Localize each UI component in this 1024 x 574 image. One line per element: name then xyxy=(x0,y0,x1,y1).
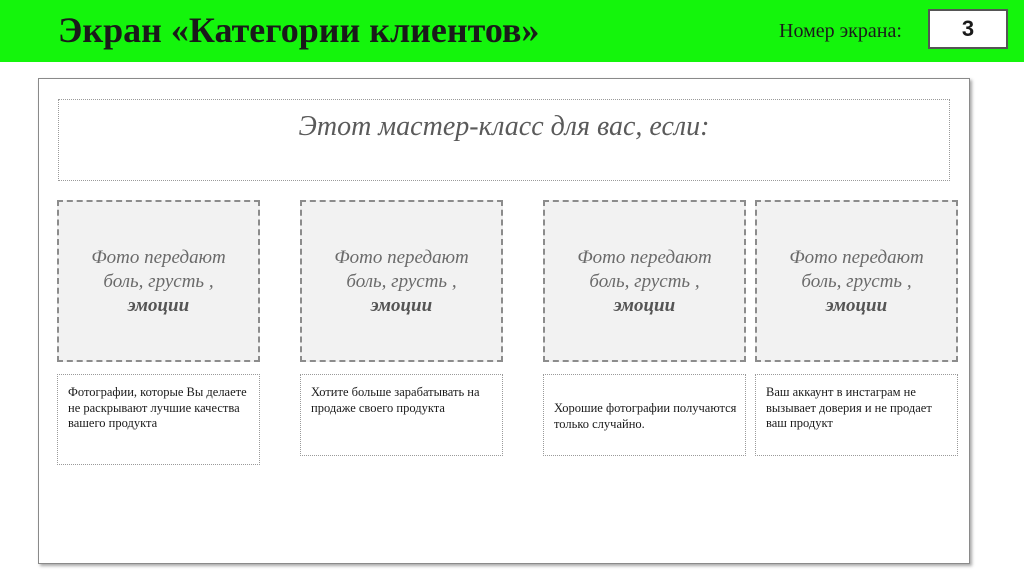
photo-caption-line: Фото передают xyxy=(91,247,226,268)
description-box-2 xyxy=(300,374,503,456)
photo-placeholder-2 xyxy=(300,200,503,362)
screen-number-badge: 3 xyxy=(928,9,1008,49)
intro-heading: Этот мастер-класс для вас, если: xyxy=(298,111,710,142)
photo-caption-line: боль, грусть , xyxy=(801,271,912,292)
description-text: Ваш аккаунт в инстаграм не вызывает доверия и не продает ваш продукт xyxy=(766,385,932,430)
page-title: Экран «Категории клиентов» xyxy=(58,10,540,50)
intro-box xyxy=(58,99,950,181)
photo-placeholder-1 xyxy=(57,200,260,362)
photo-placeholder-3 xyxy=(543,200,746,362)
description-box-1 xyxy=(57,374,260,465)
description-box-4 xyxy=(755,374,958,456)
photo-caption-line: боль, грусть , xyxy=(346,271,457,292)
photo-caption-line: Фото передают xyxy=(334,247,469,268)
photo-caption-emphasis: эмоции xyxy=(370,295,433,316)
description-text: Хотите больше зарабатывать на продаже своего продукта xyxy=(311,385,480,415)
header-bar xyxy=(0,0,1024,62)
description-text: Хорошие фотографии получаются только случайно. xyxy=(554,401,737,431)
photo-placeholder-4 xyxy=(755,200,958,362)
screen-number-label: Номер экрана: xyxy=(779,20,902,42)
photo-caption-line: Фото передают xyxy=(789,247,924,268)
photo-caption-line: боль, грусть , xyxy=(589,271,700,292)
photo-caption-emphasis: эмоции xyxy=(127,295,190,316)
description-text: Фотографии, которые Вы делаете не раскрывают лучшие качества вашего продукта xyxy=(68,385,247,430)
photo-caption-emphasis: эмоции xyxy=(825,295,888,316)
description-box-3 xyxy=(543,374,746,456)
photo-caption-line: боль, грусть , xyxy=(103,271,214,292)
photo-caption-emphasis: эмоции xyxy=(613,295,676,316)
photo-caption-line: Фото передают xyxy=(577,247,712,268)
